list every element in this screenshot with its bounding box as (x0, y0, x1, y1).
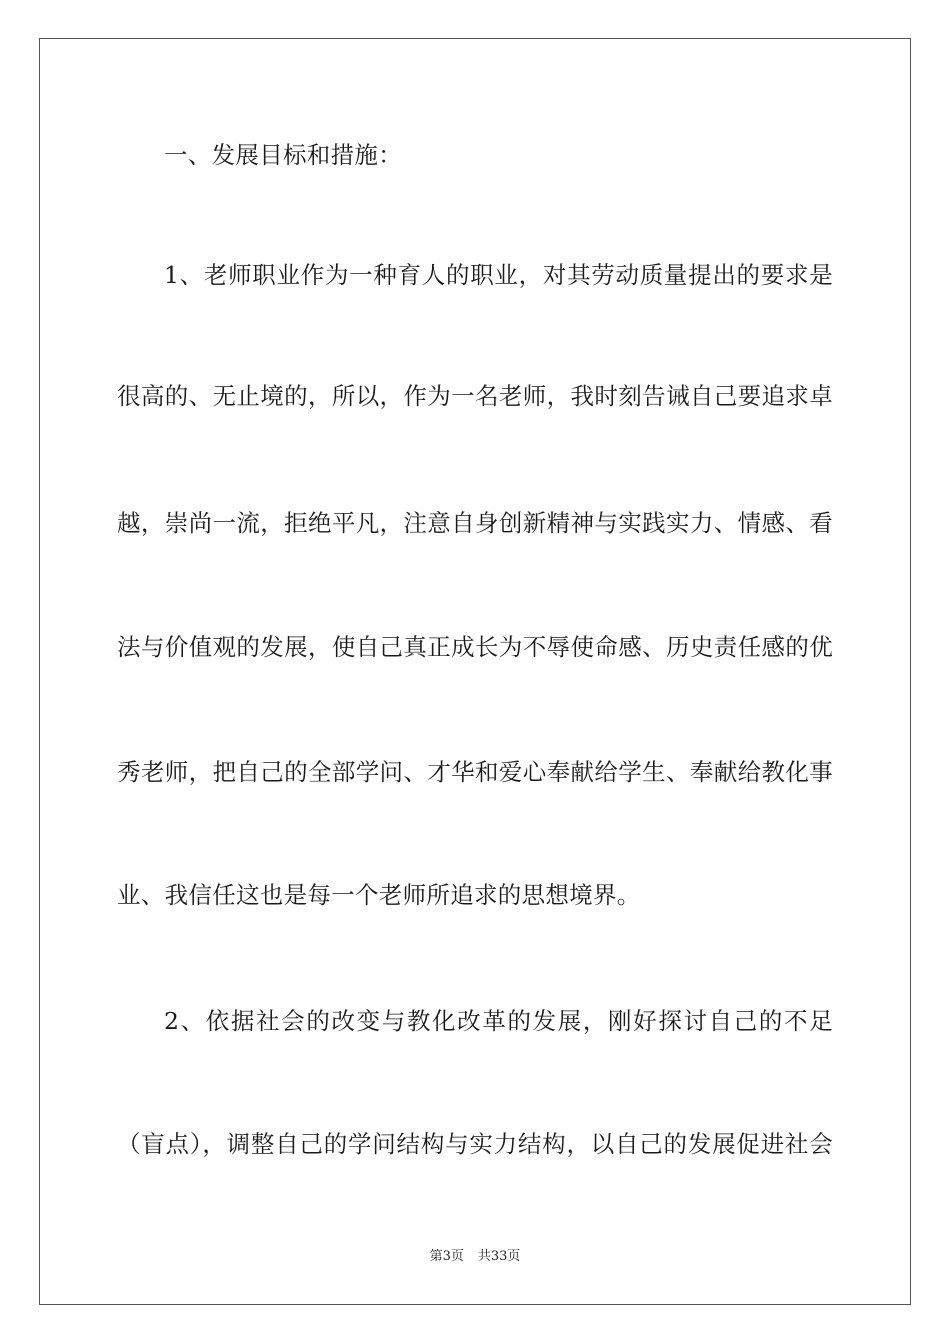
paragraph-line-8: （盲点），调整自己的学问结构与实力结构，以自己的发展促进社会 (117, 1130, 833, 1158)
paragraph-line-5: 秀老师，把自己的全部学问、才华和爱心奉献给学生、奉献给教化事 (117, 758, 833, 786)
paragraph-line-7: 2、依据社会的改变与教化改革的发展，刚好探讨自己的不足 (164, 1007, 833, 1035)
paragraph-line-2: 很高的、无止境的，所以，作为一名老师，我时刻告诫自己要追求卓 (117, 382, 833, 410)
total-pages: 共33页 (477, 1249, 521, 1264)
paragraph-line-6: 业、我信任这也是每一个老师所追求的思想境界。 (117, 881, 641, 909)
paragraph-line-3: 越，崇尚一流，拒绝平凡，注意自身创新精神与实践实力、情感、看 (117, 509, 833, 537)
page-number: 第3页 (429, 1249, 464, 1264)
paragraph-line-1: 1、老师职业作为一种育人的职业，对其劳动质量提出的要求是 (164, 261, 833, 289)
section-heading: 一、发展目标和措施： (164, 141, 402, 169)
paragraph-line-4: 法与价值观的发展，使自己真正成长为不辱使命感、历史责任感的优 (117, 633, 833, 661)
page-footer (0, 1248, 950, 1266)
page-border (39, 38, 911, 1305)
